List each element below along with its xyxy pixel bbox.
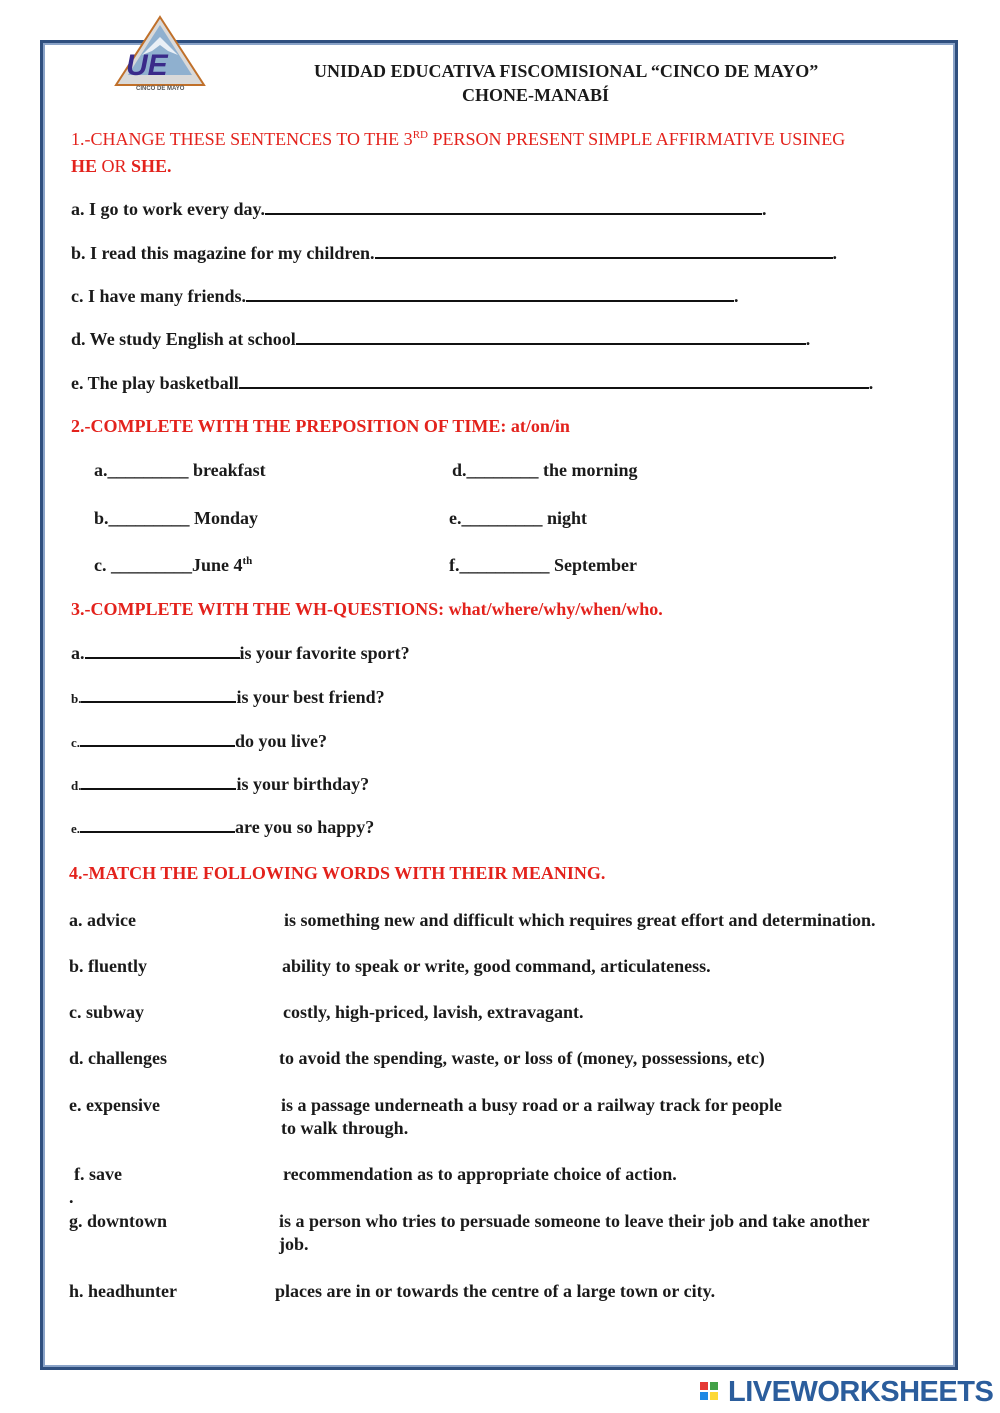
s3-item-d: d. is your birthday?: [71, 774, 370, 794]
s2-item-d[interactable]: d.________ the morning: [452, 460, 638, 480]
word-h[interactable]: h. headhunter: [69, 1281, 178, 1301]
meaning-4[interactable]: to avoid the spending, waste, or loss of (money, possessions, etc): [279, 1048, 765, 1068]
meaning-6[interactable]: recommendation as to appropriate choice of action.: [283, 1164, 677, 1184]
word-d[interactable]: d. challenges: [69, 1048, 168, 1068]
logo-subtext: CINCO DE MAYO: [136, 86, 185, 92]
answer-line[interactable]: [246, 299, 734, 302]
s2-item-e[interactable]: e._________ night: [449, 508, 588, 528]
s2-item-b[interactable]: b._________ Monday: [94, 508, 259, 528]
answer-line[interactable]: [375, 256, 833, 259]
school-logo: [112, 15, 208, 95]
s3-item-b: b. is your best friend?: [71, 687, 385, 707]
meaning-3[interactable]: costly, high-priced, lavish, extravagant.: [283, 1002, 584, 1022]
section2-title: 2.-COMPLETE WITH THE PREPOSITION OF TIME: at/on/in: [71, 416, 570, 436]
word-b[interactable]: b. fluently: [69, 956, 148, 976]
answer-line[interactable]: [80, 830, 235, 833]
s1-item-a: a. I go to work every day. .: [71, 199, 767, 219]
word-a[interactable]: a. advice: [69, 910, 136, 930]
answer-line[interactable]: [81, 787, 236, 790]
s1-item-b: b. I read this magazine for my children. .: [71, 243, 838, 263]
word-c[interactable]: c. subway: [69, 1002, 145, 1022]
section1-title: 1.-CHANGE THESE SENTENCES TO THE 3RD PERSON PRESENT SIMPLE AFFIRMATIVE USINEG: [71, 129, 846, 149]
s2-item-c[interactable]: c. _________June 4th: [94, 555, 253, 575]
school-location: CHONE-MANABÍ: [462, 85, 609, 105]
school-name: UNIDAD EDUCATIVA FISCOMISIONAL “CINCO DE MAYO”: [314, 61, 819, 81]
s3-item-e: e. are you so happy?: [71, 817, 375, 837]
s2-item-a[interactable]: a._________ breakfast: [94, 460, 266, 480]
word-f[interactable]: f. save: [74, 1164, 122, 1184]
s2-item-f[interactable]: f.__________ September: [449, 555, 637, 575]
s1-item-c: c. I have many friends. .: [71, 286, 739, 306]
word-e[interactable]: e. expensive: [69, 1095, 160, 1115]
answer-line[interactable]: [265, 212, 762, 215]
answer-line[interactable]: [80, 744, 235, 747]
answer-line[interactable]: [85, 656, 240, 659]
section4-title: 4.-MATCH THE FOLLOWING WORDS WITH THEIR MEANING.: [69, 863, 606, 883]
s1-item-d: d. We study English at school .: [71, 329, 811, 349]
meaning-2[interactable]: ability to speak or write, good command, articulateness.: [282, 956, 711, 976]
meaning-5-cont: to walk through.: [281, 1118, 409, 1138]
meaning-1[interactable]: is something new and difficult which requires great effort and determination.: [284, 910, 876, 930]
section3-title: 3.-COMPLETE WITH THE WH-QUESTIONS: what/where/why/when/who.: [71, 599, 663, 619]
s3-item-a: a. is your favorite sport?: [71, 643, 410, 663]
s1-item-e: e. The play basketball .: [71, 373, 874, 393]
s3-item-c: c. do you live?: [71, 731, 328, 751]
meaning-8[interactable]: places are in or towards the centre of a large town or city.: [275, 1281, 716, 1301]
answer-line[interactable]: [296, 342, 806, 345]
meaning-7[interactable]: is a person who tries to persuade someone to leave their job and take another: [279, 1211, 870, 1231]
section1-title-line2: HE OR SHE.: [71, 156, 172, 176]
logo-text: UE: [126, 49, 168, 82]
answer-line[interactable]: [239, 386, 869, 389]
stray-dot: .: [69, 1187, 74, 1207]
answer-line[interactable]: [81, 700, 236, 703]
word-g[interactable]: g. downtown: [69, 1211, 168, 1231]
meaning-5[interactable]: is a passage underneath a busy road or a railway track for people: [281, 1095, 783, 1115]
liveworksheets-brand[interactable]: LIVEWORKSHEETS: [728, 1376, 994, 1408]
meaning-7-cont: job.: [279, 1234, 309, 1254]
